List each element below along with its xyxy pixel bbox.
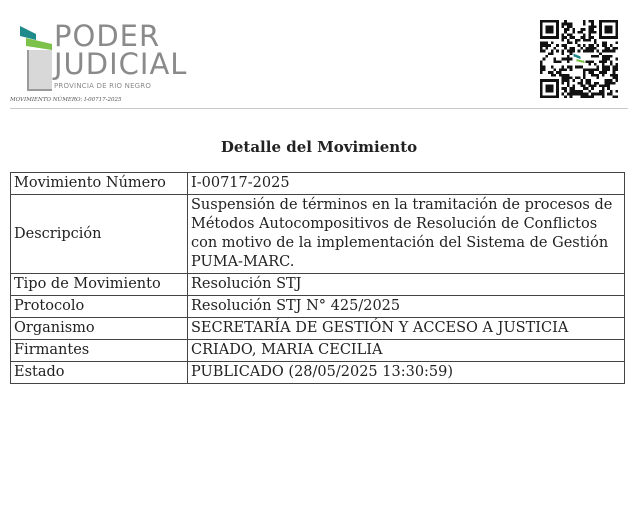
row-value: Suspensión de términos en la tramitación de procesos de Métodos Autocompositivos de Resolución de Conflictos con motivo de la implementación del Sistema de Gestión PUMA-MARC. [188,195,625,274]
row-label: Descripción [11,195,188,274]
page-header [0,0,638,110]
row-label: Tipo de Movimiento [11,274,188,296]
row-value: I-00717-2025 [188,173,625,195]
table-row [11,173,625,195]
page-title: Detalle del Movimiento [220,138,418,156]
row-value: PUBLICADO (28/05/2025 13:30:59) [188,362,625,384]
table-row [11,362,625,384]
row-label: Organismo [11,318,188,340]
logo-text-line2: JUDICIAL [54,47,188,81]
row-value: Resolución STJ [188,274,625,296]
movement-reference: MOVIMIENTO NÚMERO: I-00717-2025 [10,97,122,103]
qr-code-icon [540,20,618,98]
table-row [11,274,625,296]
row-label: Movimiento Número [11,173,188,195]
row-label: Firmantes [11,340,188,362]
row-value: SECRETARÍA DE GESTIÓN Y ACCESO A JUSTICIA [188,318,625,340]
table-row [11,296,625,318]
logo-subtitle: PROVINCIA DE RIO NEGRO [54,82,152,90]
header-divider [10,108,628,109]
table-row [11,340,625,362]
poder-judicial-logo [8,20,198,100]
row-label: Estado [11,362,188,384]
row-value: Resolución STJ N° 425/2025 [188,296,625,318]
movement-detail-table [10,172,625,384]
logo-text-line1: PODER [54,19,161,53]
row-value: CRIADO, MARIA CECILIA [188,340,625,362]
logo-emblem-icon [16,24,54,94]
row-label: Protocolo [11,296,188,318]
table-row [11,195,625,274]
table-row [11,318,625,340]
